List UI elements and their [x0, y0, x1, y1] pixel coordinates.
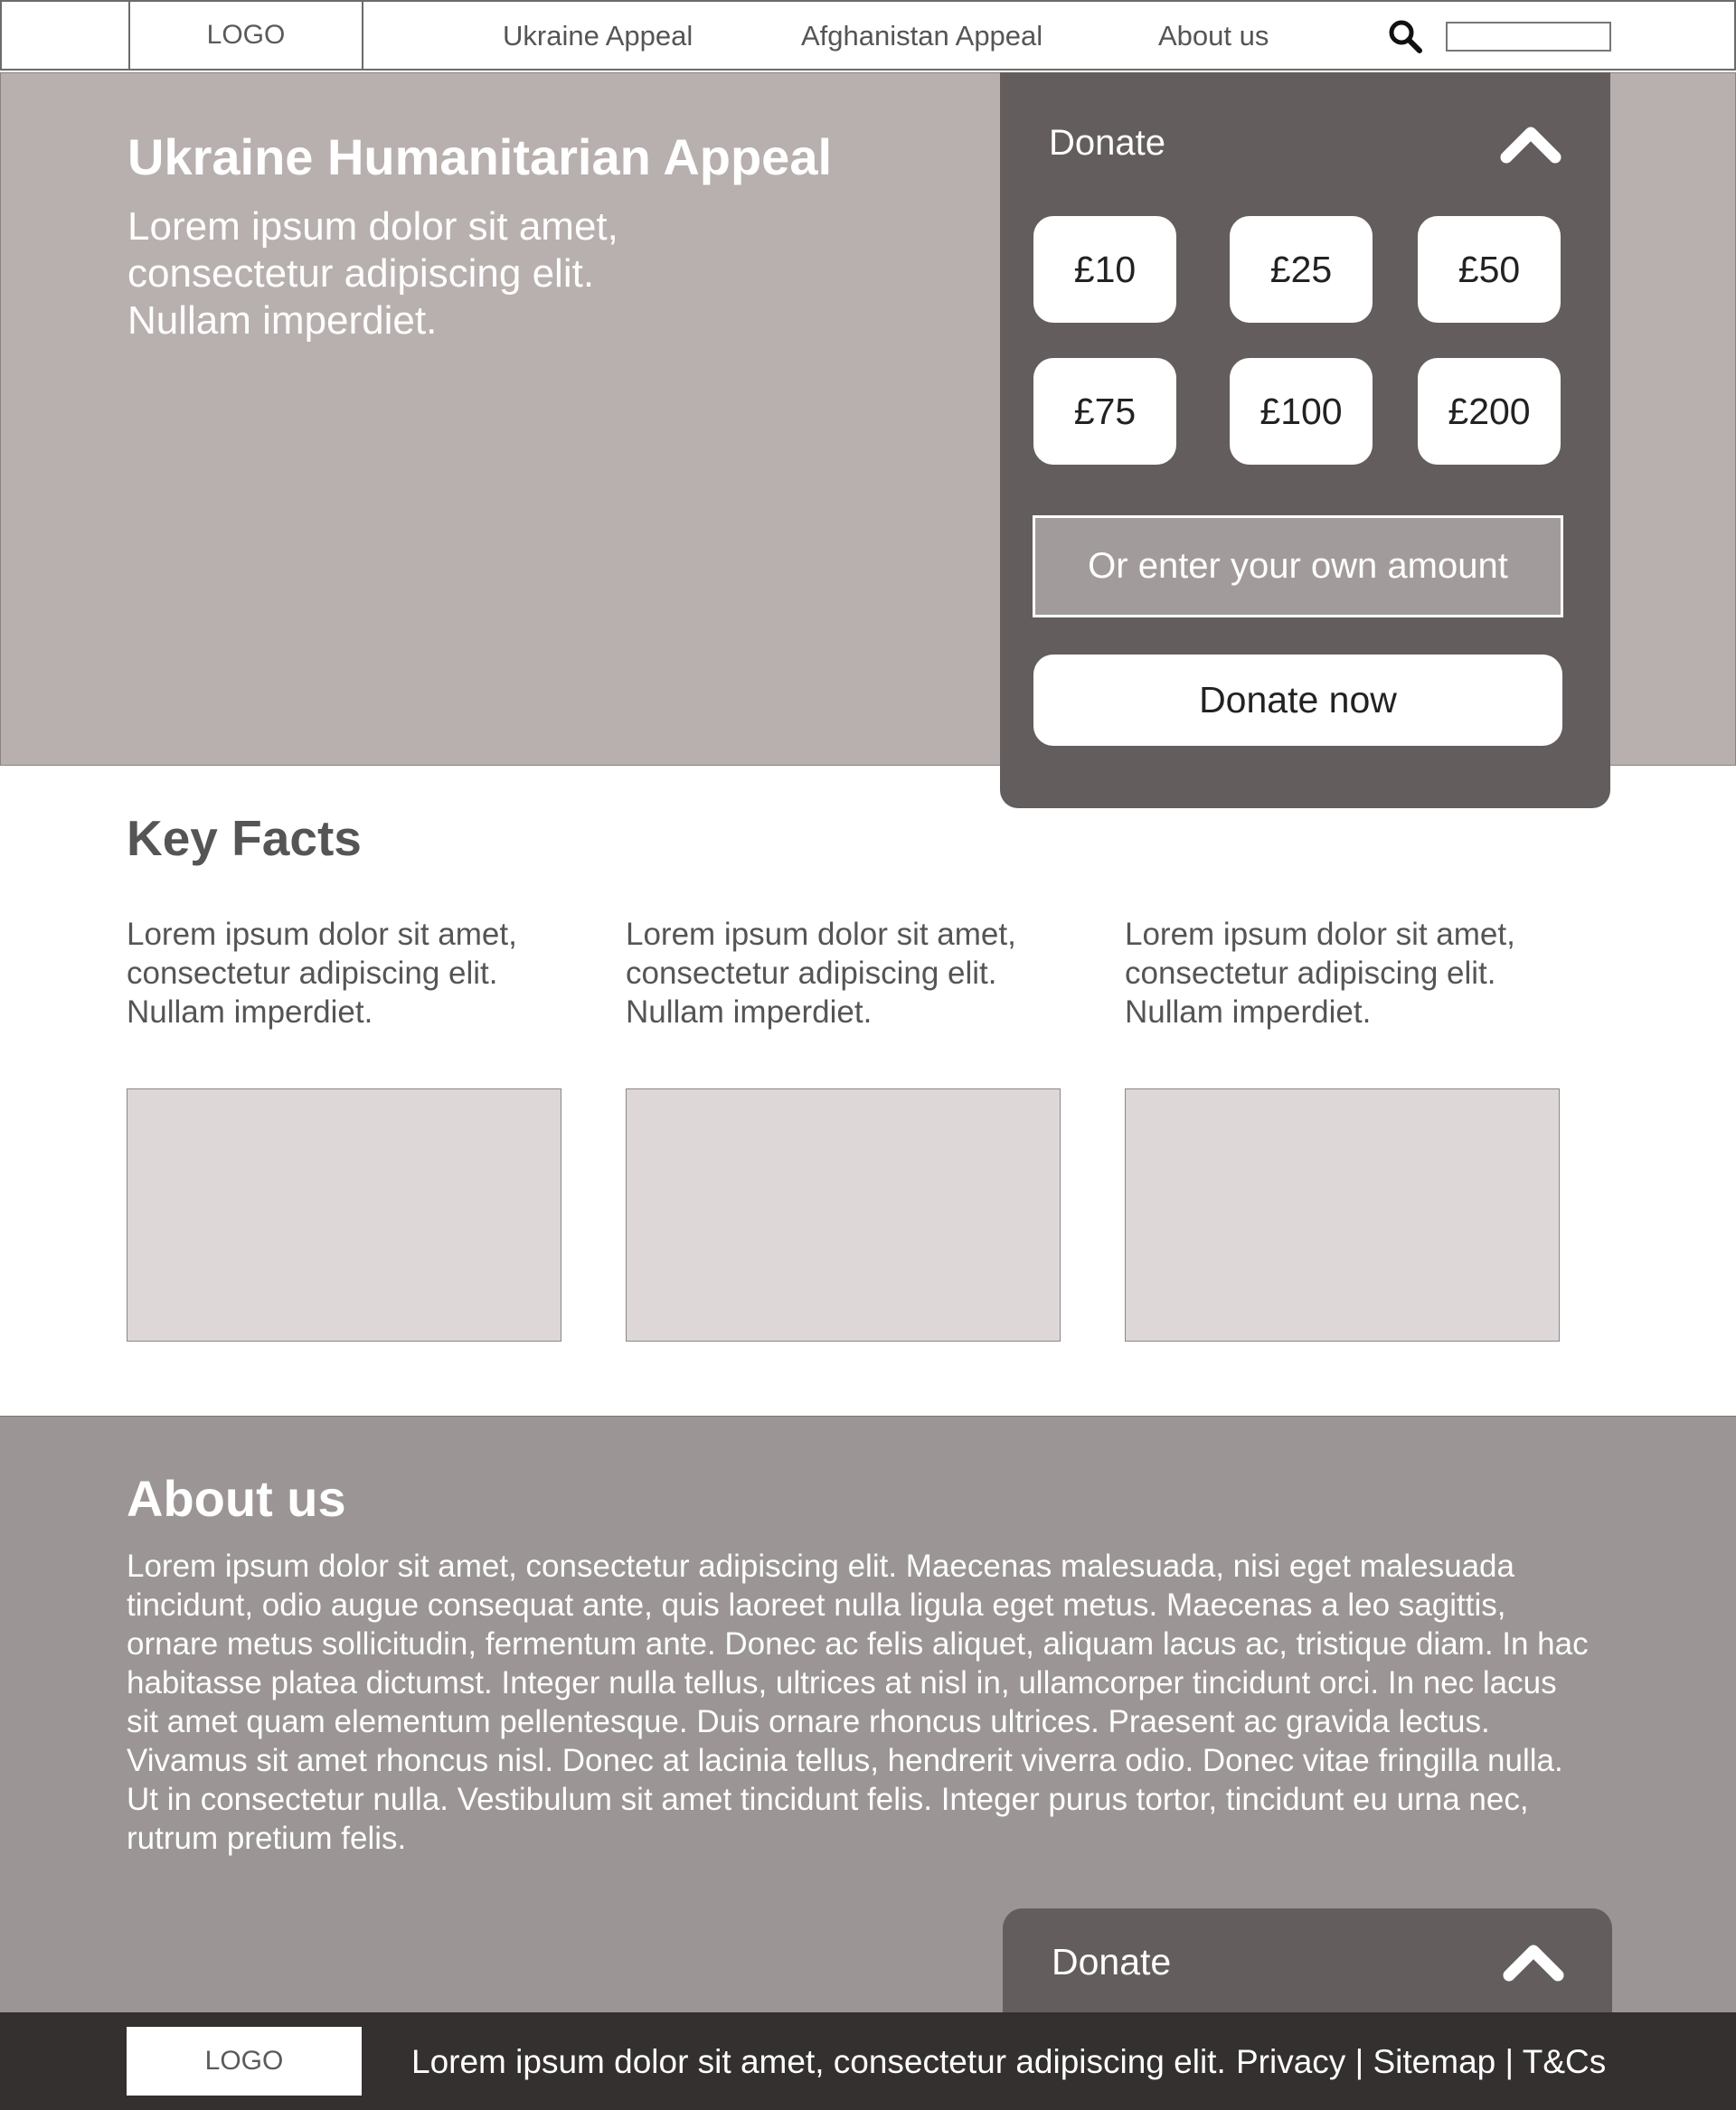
amount-button-10[interactable]: £10 — [1033, 216, 1176, 323]
nav-link-afghanistan-appeal[interactable]: Afghanistan Appeal — [801, 20, 1043, 52]
about-text: Lorem ipsum dolor sit amet, consectetur adipiscing elit. Maecenas malesuada, nisi eget malesuada tincidunt, odio augue consequat ante, quis laoreet nulla ligula eget metus. Maecenas a leo sagittis, ornare metus sollicitudin, fermentum ante. Donec ac felis aliquet, aliquam lacus ac, tristique diam. In hac habitasse platea dictumst. Integer nulla tellus, ultrices at nisl in, ullamcorper tincidunt orci. In nec lacus sit amet quam elementum pellentesque. Duis ornare rhoncus ultrices. Praesent ac gravida lectus. Vivamus sit amet rhoncus nisl. Donec at lacinia tellus, hendrerit viverra odio. Donec vitae fringilla nulla. Ut in consectetur nulla. Vestibulum sit amet tincidunt felis. Integer purus tortor, tincidunt eu urna nec, rutrum pretium felis. — [127, 1549, 1589, 1856]
custom-amount-input[interactable] — [1033, 515, 1563, 617]
footer-separator: | — [1354, 2043, 1364, 2080]
search-input[interactable] — [1446, 22, 1611, 52]
nav-link-about-us[interactable]: About us — [1158, 20, 1269, 52]
amount-button-100[interactable]: £100 — [1230, 358, 1373, 465]
donate-panel — [1000, 72, 1610, 808]
search-icon[interactable] — [1387, 18, 1423, 54]
footer-links — [1236, 2043, 1606, 2081]
key-fact-text: Lorem ipsum dolor sit amet, consectetur adipiscing elit. Nullam imperdiet. — [1125, 917, 1515, 1030]
hero-title: Ukraine Humanitarian Appeal — [127, 128, 833, 185]
donate-tab-collapsed[interactable] — [1003, 1908, 1612, 2013]
footer-logo[interactable]: LOGO — [127, 2027, 362, 2096]
footer-link-terms[interactable]: T&Cs — [1522, 2043, 1607, 2080]
footer-link-sitemap[interactable]: Sitemap — [1373, 2043, 1496, 2080]
key-facts-title: Key Facts — [127, 810, 362, 866]
header-logo[interactable]: LOGO — [128, 2, 363, 69]
key-fact-text: Lorem ipsum dolor sit amet, consectetur adipiscing elit. Nullam imperdiet. — [127, 917, 517, 1030]
site-header — [0, 0, 1736, 71]
footer-link-privacy[interactable]: Privacy — [1236, 2043, 1346, 2080]
amount-button-200[interactable]: £200 — [1418, 358, 1561, 465]
about-title: About us — [127, 1470, 346, 1527]
amount-button-25[interactable]: £25 — [1230, 216, 1373, 323]
site-footer — [0, 2012, 1736, 2110]
amount-button-75[interactable]: £75 — [1033, 358, 1176, 465]
donate-panel-title: Donate — [1049, 123, 1165, 163]
key-fact-image-placeholder — [1125, 1088, 1560, 1342]
footer-text: Lorem ipsum dolor sit amet, consectetur adipiscing elit. — [411, 2043, 1226, 2080]
hero-description: Lorem ipsum dolor sit amet, consectetur adipiscing elit. Nullam imperdiet. — [127, 204, 618, 343]
nav-link-ukraine-appeal[interactable]: Ukraine Appeal — [503, 20, 693, 52]
donate-now-button[interactable]: Donate now — [1033, 655, 1562, 746]
chevron-up-icon[interactable] — [1499, 123, 1562, 165]
key-fact-image-placeholder — [626, 1088, 1061, 1342]
amount-button-50[interactable]: £50 — [1418, 216, 1561, 323]
key-fact-text: Lorem ipsum dolor sit amet, consectetur adipiscing elit. Nullam imperdiet. — [626, 917, 1016, 1030]
footer-separator: | — [1505, 2043, 1514, 2080]
key-fact-image-placeholder — [127, 1088, 561, 1342]
donate-tab-title: Donate — [1052, 1941, 1172, 1983]
chevron-up-icon[interactable] — [1502, 1941, 1565, 1983]
